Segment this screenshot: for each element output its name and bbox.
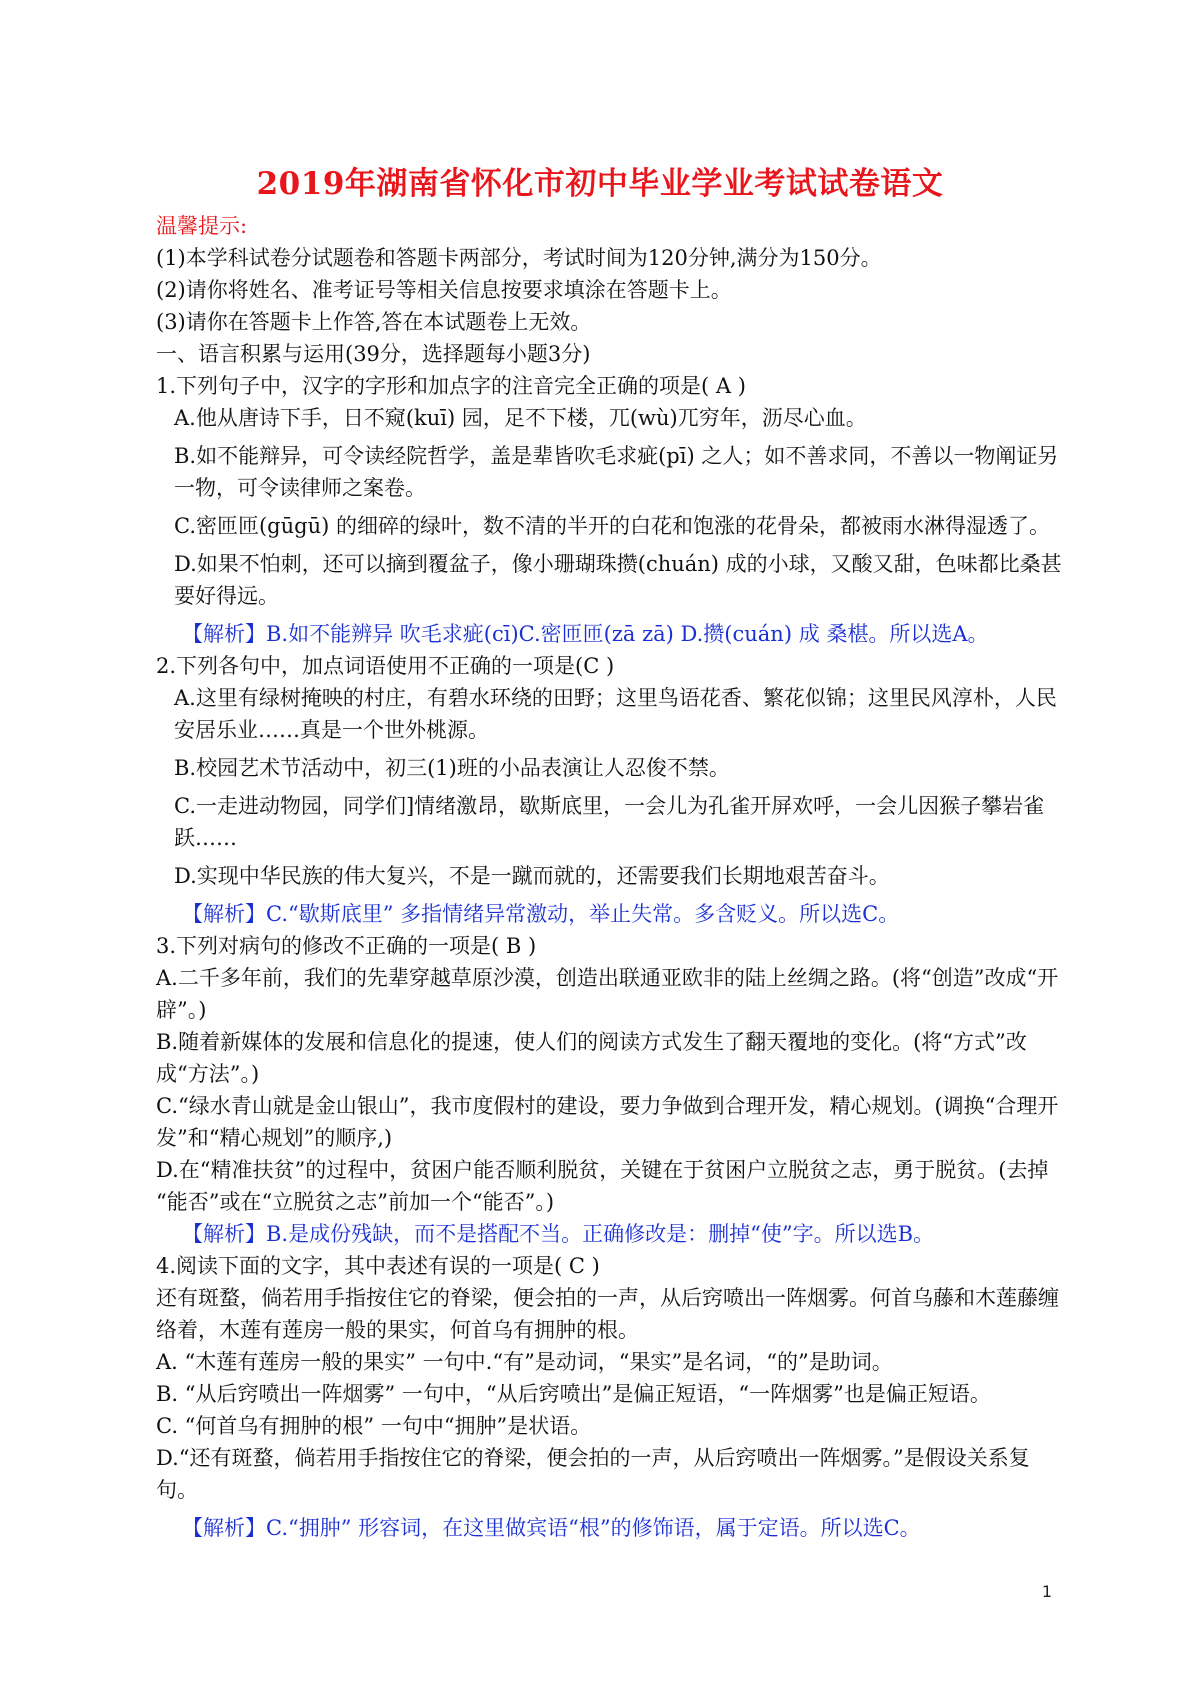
question-1-option-b: B.如不能辩异，可令读经院哲学，盖是辈皆吹毛求疵(pī) 之人；如不善求同，不善以一物阐证另一物，可令读律师之案卷。	[174, 444, 1059, 500]
page-number: 1	[1041, 1582, 1052, 1601]
question-1-option-c: C.密匝匝(gūgū) 的细碎的绿叶，数不清的半开的白花和饱涨的花骨朵，都被雨水淋得湿透了。	[174, 514, 1050, 538]
question-4-option-b: B. “从后窍喷出一阵烟雾” 一句中，“从后窍喷出”是偏正短语，“一阵烟雾”也是偏正短语。	[156, 1382, 991, 1406]
section-heading: 一、语言积累与运用(39分，选择题每小题3分)	[156, 342, 591, 366]
question-2-stem: 2.下列各句中，加点词语使用不正确的一项是(C )	[156, 654, 615, 678]
document-body	[156, 210, 1062, 1544]
question-3-option-a: A.二千多年前，我们的先辈穿越草原沙漠，创造出联通亚欧非的陆上丝绸之路。(将“创造”改成“开辟”。)	[156, 966, 1059, 1022]
question-3-option-d: D.在“精准扶贫”的过程中，贫困户能否顺利脱贫，关键在于贫困户立脱贫之志，勇于脱贫。(去掉 “能否”或在“立脱贫之志”前加一个“能否”。)	[156, 1158, 1049, 1214]
question-2-option-c: C.一走进动物园，同学们]情绪激昂，歇斯底里，一会儿为孔雀开屏欢呼，一会儿因猴子攀岩雀跃……	[174, 794, 1045, 850]
question-1-option-d: D.如果不怕刺，还可以摘到覆盆子，像小珊瑚珠攒(chuán) 成的小球，又酸又甜，色味都比桑甚要好得远。	[174, 552, 1062, 608]
question-4-analysis: 【解析】C.“拥肿” 形容词，在这里做宾语“根”的修饰语，属于定语。所以选C。	[182, 1516, 921, 1540]
tip-label: 温馨提示:	[156, 214, 248, 238]
question-4-option-c: C. “何首乌有拥肿的根” 一句中“拥肿”是状语。	[156, 1414, 592, 1438]
question-1-analysis: 【解析】B.如不能辨异 吹毛求疵(cī)C.密匝匝(zā zā) D.攒(cuán) 成 桑椹。所以选A。	[182, 622, 989, 646]
note-2: (2)请你将姓名、准考证号等相关信息按要求填涂在答题卡上。	[156, 278, 732, 302]
question-4-passage: 还有斑蝥，倘若用手指按住它的脊梁，便会拍的一声，从后窍喷出一阵烟雾。何首乌藤和木莲藤缠络着，木莲有莲房一般的果实，何首乌有拥肿的根。	[156, 1286, 1059, 1342]
question-4-option-a: A. “木莲有莲房一般的果实” 一句中.“有”是动词，“果实”是名词，“的”是助词。	[156, 1350, 893, 1374]
question-3-option-c: C.“绿水青山就是金山银山”，我市度假村的建设，要力争做到合理开发，精心规划。(调换“合理开发”和“精心规划”的顺序,)	[156, 1094, 1059, 1150]
question-2-option-a: A.这里有绿树掩映的村庄，有碧水环绕的田野；这里鸟语花香、繁花似锦；这里民风淳朴，人民安居乐业……真是一个世外桃源。	[174, 686, 1057, 742]
note-3: (3)请你在答题卡上作答,答在本试题卷上无效。	[156, 310, 592, 334]
question-3-option-b: B.随着新媒体的发展和信息化的提速，使人们的阅读方式发生了翻天覆地的变化。(将“方式”改成“方法”。)	[156, 1030, 1027, 1086]
question-2-option-b: B.校园艺术节活动中，初三(1)班的小品表演让人忍俊不禁。	[174, 756, 730, 780]
question-1-stem: 1.下列句子中，汉字的字形和加点字的注音完全正确的项是( A )	[156, 374, 746, 398]
question-1-option-a: A.他从唐诗下手，日不窥(kuī) 园，足不下楼，兀(wù)兀穷年，沥尽心血。	[174, 406, 867, 430]
question-2-analysis: 【解析】C.“歇斯底里” 多指情绪异常激动，举止失常。多含贬义。所以选C。	[182, 902, 900, 926]
page-title: 2019年湖南省怀化市初中毕业学业考试试卷语文	[256, 166, 944, 202]
question-4-option-d: D.“还有斑蝥，倘若用手指按住它的脊梁，便会拍的一声，从后窍喷出一阵烟雾。”是假设关系复句。	[156, 1446, 1030, 1502]
question-4-stem: 4.阅读下面的文字，其中表述有误的一项是( C )	[156, 1254, 600, 1278]
question-2-option-d: D.实现中华民族的伟大复兴，不是一蹴而就的，还需要我们长期地艰苦奋斗。	[174, 864, 890, 888]
question-3-stem: 3.下列对病句的修改不正确的一项是( B )	[156, 934, 537, 958]
question-3-analysis: 【解析】B.是成份残缺，而不是搭配不当。正确修改是：删掉“使”字。所以选B。	[182, 1222, 935, 1246]
note-1: (1)本学科试卷分试题卷和答题卡两部分，考试时间为120分钟,满分为150分。	[156, 246, 882, 270]
